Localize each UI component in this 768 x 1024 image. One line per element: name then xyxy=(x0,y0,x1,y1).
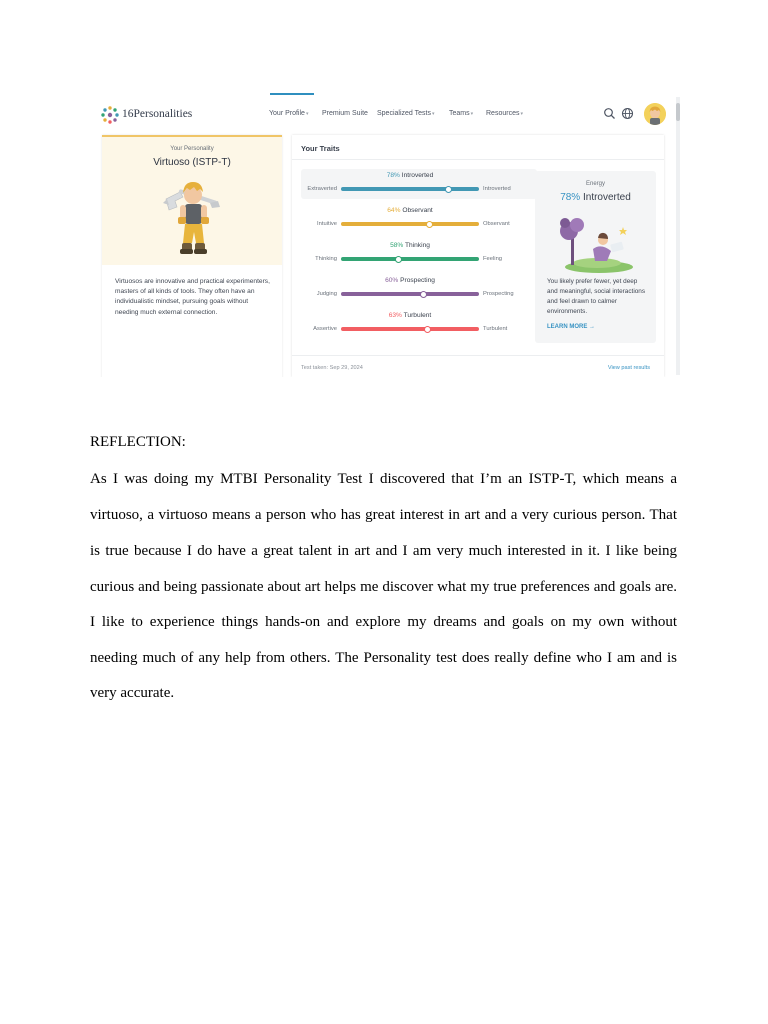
trait-bar xyxy=(341,327,479,331)
energy-panel xyxy=(535,171,656,343)
trait-marker xyxy=(445,186,452,193)
trait-result xyxy=(341,277,479,284)
scrollbar-thumb[interactable] xyxy=(676,103,680,121)
avatar[interactable] xyxy=(644,103,666,125)
personality-type-name: Virtuoso (ISTP-T) xyxy=(153,157,231,168)
brand-name[interactable]: 16Personalities xyxy=(122,108,193,120)
energy-trait-name: Introverted xyxy=(582,192,631,203)
trait-marker xyxy=(420,291,427,298)
site-header xyxy=(92,101,676,131)
trait-left-label: Extraverted xyxy=(307,186,337,192)
globe-icon[interactable] xyxy=(621,107,634,120)
trait-name: Observant xyxy=(402,207,433,214)
energy-description: You likely prefer fewer, yet deep and meaningful, social interactions and feel drawn to calmer environments. xyxy=(547,278,646,315)
reflection-line: As I was doing my MTBI Personality Test I discovered that I’m an ISTP-T, which means a xyxy=(90,471,677,487)
reflection-line: virtuoso, a virtuoso means a person who has great interest in art and a very curious person. That xyxy=(90,507,677,523)
nav-item-your-profile[interactable]: Your Profile▾ xyxy=(269,110,309,117)
reflection-line: I like to experience things hands-on and explore my dreams and goals on my own without xyxy=(90,614,677,630)
trait-percent: 60% xyxy=(385,277,399,284)
trait-row[interactable] xyxy=(301,309,537,339)
trait-row[interactable] xyxy=(301,274,537,304)
energy-label: Energy xyxy=(585,181,605,187)
trait-percent: 63% xyxy=(388,312,402,319)
traits-title: Your Traits xyxy=(301,144,340,153)
trait-name: Prospecting xyxy=(400,277,435,284)
virtuoso-character-illustration xyxy=(160,177,230,269)
reflection-line: very accurate. xyxy=(90,685,175,701)
trait-left-label: Assertive xyxy=(313,326,337,332)
nav-item-specialized-tests[interactable]: Specialized Tests▾ xyxy=(377,110,435,117)
personality-screenshot xyxy=(92,93,680,377)
trait-name: Introverted xyxy=(401,172,434,179)
trait-right-label: Introverted xyxy=(483,186,511,192)
trait-row[interactable] xyxy=(301,239,537,269)
trait-right-label: Feeling xyxy=(483,256,503,262)
trait-row[interactable] xyxy=(301,169,537,199)
energy-percent: 78% xyxy=(560,192,581,203)
view-past-results-link[interactable]: View past results xyxy=(607,365,650,371)
nav-item-premium-suite[interactable]: Premium Suite xyxy=(322,110,368,117)
trait-percent: 78% xyxy=(386,172,400,179)
trait-right-label: Prospecting xyxy=(483,291,514,297)
test-taken-date: Test taken: Sep 29, 2024 xyxy=(301,365,363,371)
energy-value xyxy=(535,192,656,203)
trait-bar xyxy=(341,187,479,191)
reflection-line: needing much of any help from others. The Personality test does really define who I am and is xyxy=(90,650,677,666)
learn-more-link[interactable]: LEARN MORE → xyxy=(547,324,596,330)
trait-result xyxy=(341,242,479,249)
chevron-down-icon: ▾ xyxy=(305,111,309,117)
introvert-illustration xyxy=(557,213,637,275)
trait-name: Turbulent xyxy=(403,312,432,319)
personality-description: Virtuosos are innovative and practical experimenters, masters of all kinds of tools. They often have an individualistic mindset, pursuing goals without needing much external connection. xyxy=(115,278,270,316)
trait-marker xyxy=(395,256,402,263)
trait-left-label: Judging xyxy=(316,291,337,297)
trait-percent: 64% xyxy=(387,207,401,214)
trait-left-label: Intuitive xyxy=(317,221,337,227)
trait-result xyxy=(341,207,479,214)
trait-marker xyxy=(426,221,433,228)
chevron-down-icon: ▾ xyxy=(431,111,435,117)
scrollbar[interactable] xyxy=(676,97,680,375)
reflection-line: is true because I do have a great talent in art and I am very much interested in it. I like being xyxy=(90,543,677,559)
nav-item-teams[interactable]: Teams▾ xyxy=(449,110,474,117)
avatar-illustration-icon xyxy=(644,103,666,125)
your-personality-label: Your Personality xyxy=(170,146,214,152)
reflection-heading: REFLECTION: xyxy=(90,434,186,450)
traits-list xyxy=(301,169,537,345)
trait-bar xyxy=(341,292,479,296)
logo-icon[interactable] xyxy=(100,105,120,125)
trait-marker xyxy=(424,326,431,333)
trait-row[interactable] xyxy=(301,204,537,234)
chevron-down-icon: ▾ xyxy=(520,111,523,117)
chevron-down-icon: ▾ xyxy=(470,111,474,117)
nav-item-resources[interactable]: Resources▾ xyxy=(486,110,523,117)
reflection-line: curious and being passionate about art helps me discover what my true preferences and goals are. xyxy=(90,579,677,595)
trait-result xyxy=(341,312,479,319)
active-tab-indicator xyxy=(270,93,314,95)
trait-right-label: Observant xyxy=(483,221,510,227)
search-icon[interactable] xyxy=(603,107,616,120)
trait-bar xyxy=(341,222,479,226)
trait-bar xyxy=(341,257,479,261)
trait-name: Thinking xyxy=(404,242,430,249)
trait-percent: 58% xyxy=(390,242,404,249)
trait-left-label: Thinking xyxy=(315,256,337,262)
arrow-right-icon: → xyxy=(589,324,596,330)
traits-card xyxy=(292,135,664,377)
trait-result xyxy=(341,172,479,179)
personality-card xyxy=(102,135,282,377)
trait-right-label: Turbulent xyxy=(483,326,508,332)
